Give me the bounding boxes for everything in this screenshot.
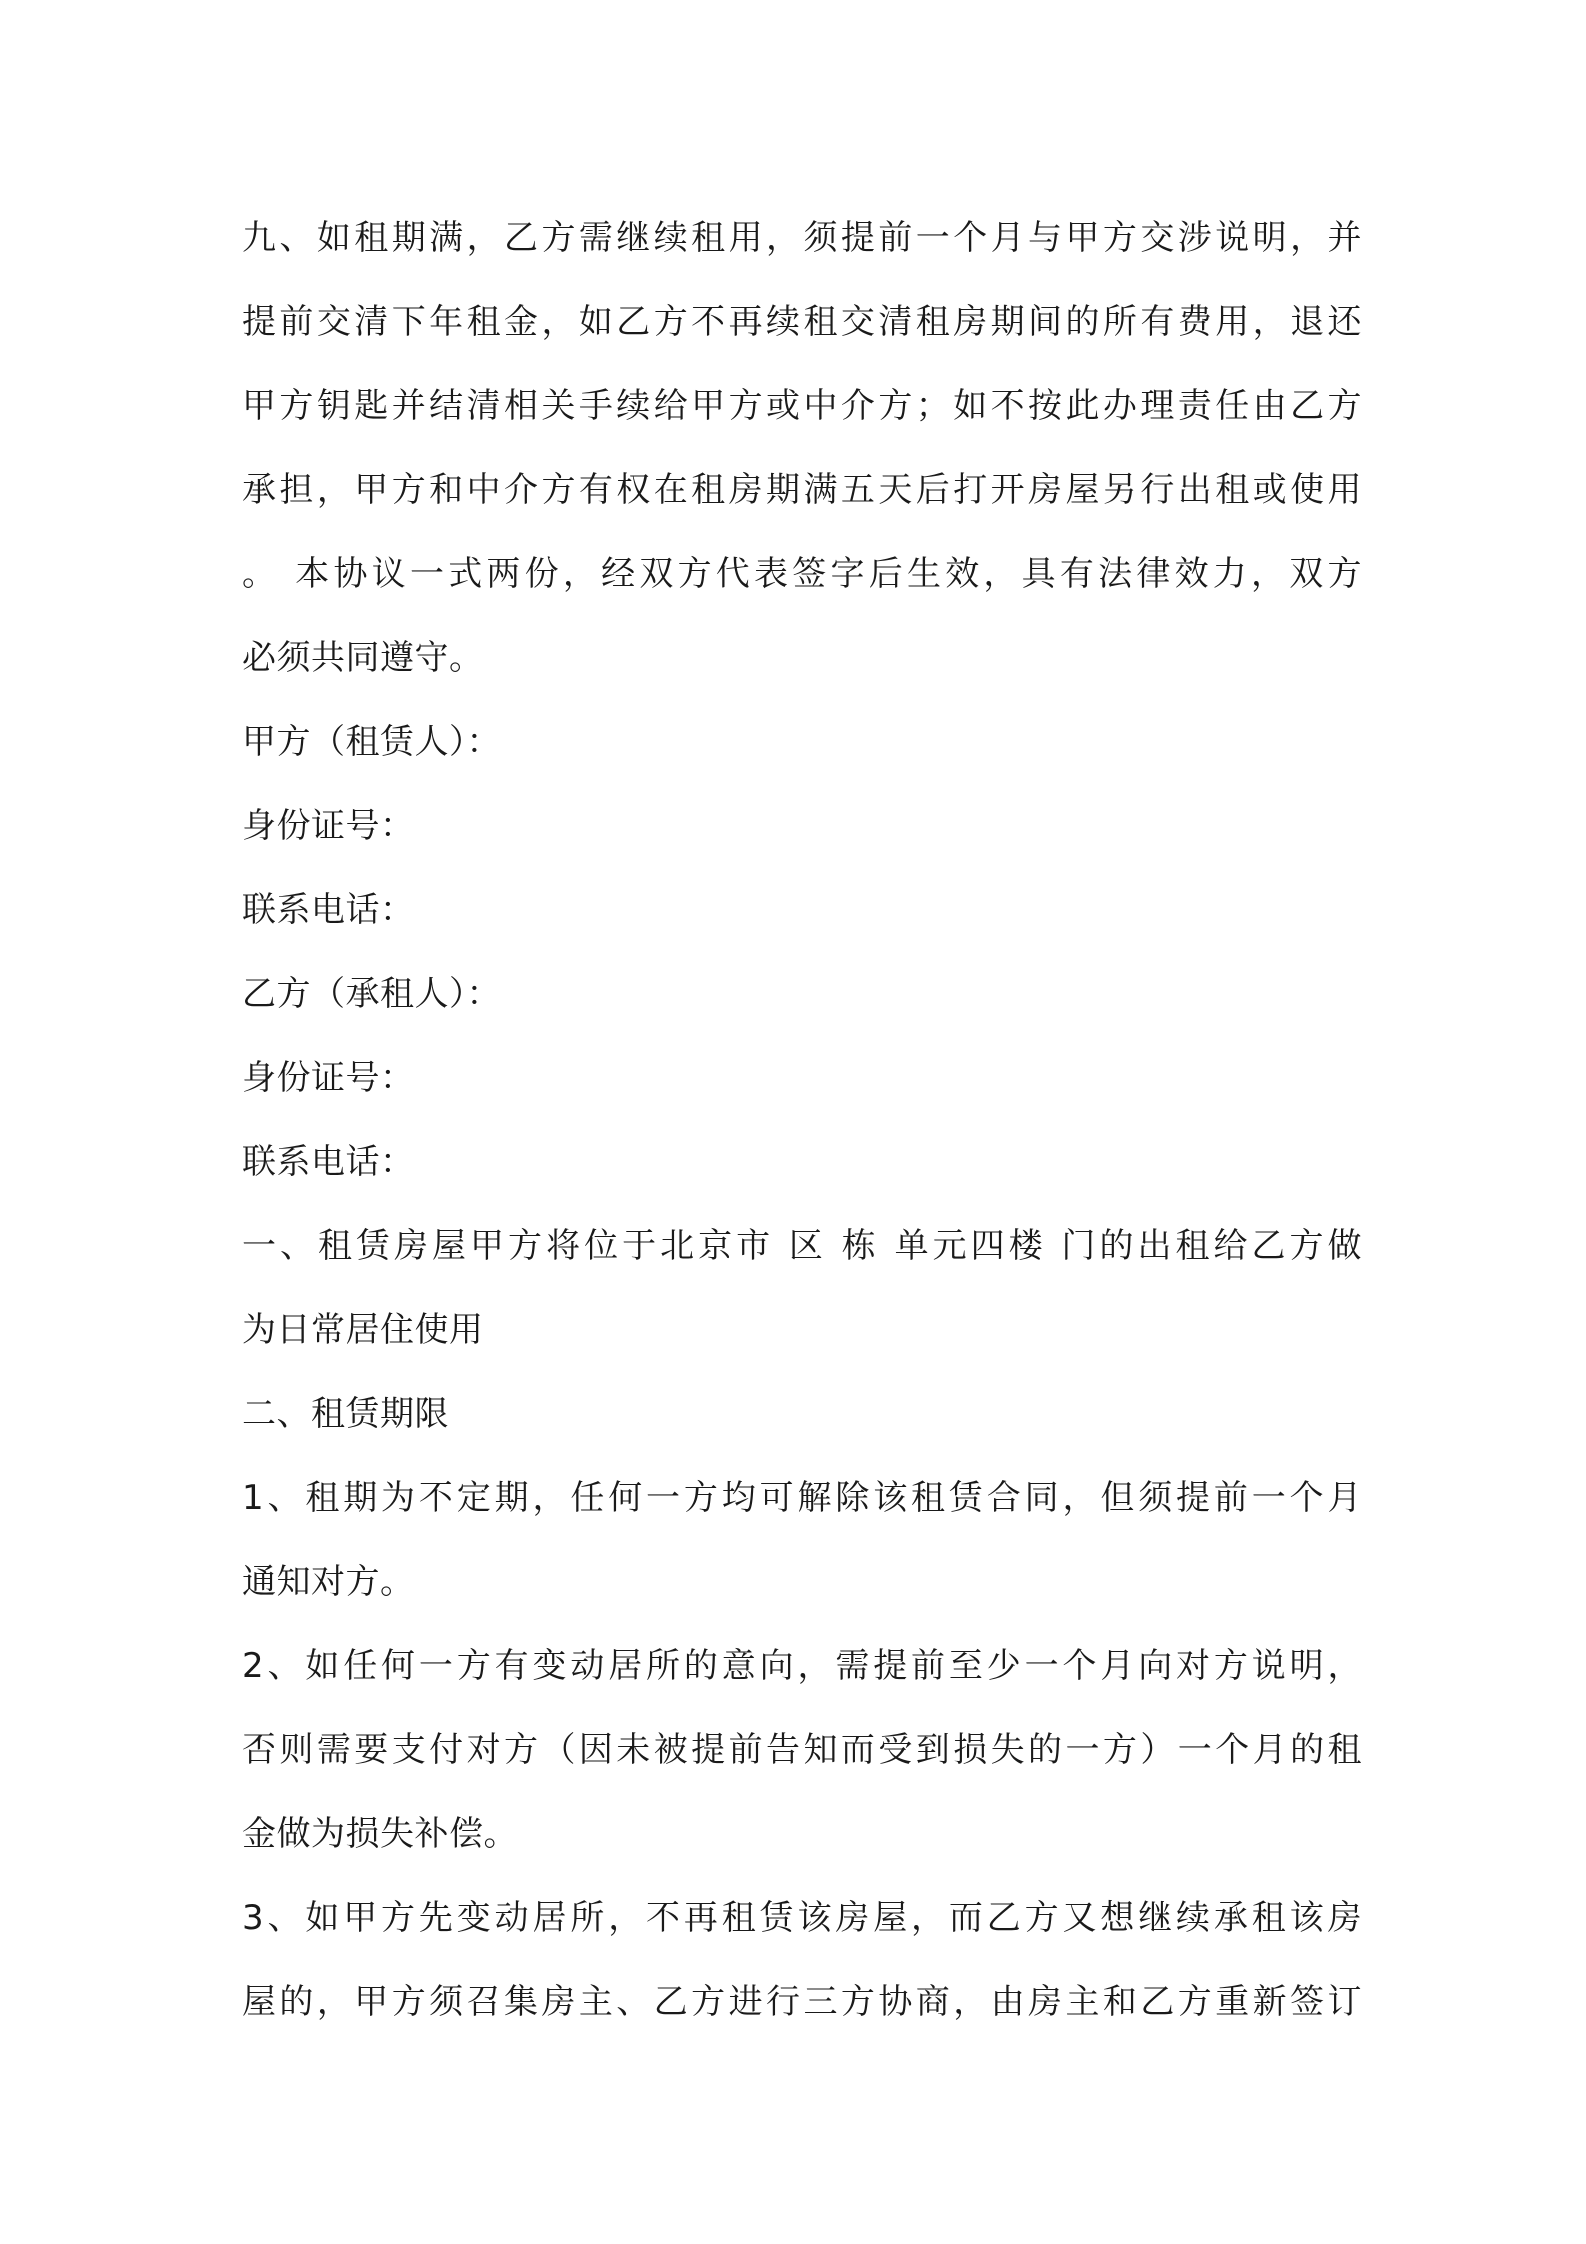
- agreement-copies-line-1: 。 本协议一式两份，经双方代表签字后生效，具有法律效力，双方: [242, 554, 1362, 594]
- party-b-label: 乙方（承租人）：: [242, 974, 501, 1014]
- term-item-2-line-2: 否则需要支付对方（因未被提前告知而受到损失的一方）一个月的租: [242, 1730, 1362, 1770]
- term-item-1-line-2: 通知对方。: [242, 1562, 415, 1602]
- section-2-heading: 二、租赁期限: [242, 1394, 449, 1434]
- clause-9-line-1: 九、如租期满，乙方需继续租用，须提前一个月与甲方交涉说明，并: [242, 218, 1362, 258]
- agreement-copies-line-2: 必须共同遵守。: [242, 638, 484, 678]
- party-a-id-label: 身份证号：: [242, 806, 415, 846]
- party-b-phone-label: 联系电话：: [242, 1142, 415, 1182]
- term-item-3-line-1: 3、如甲方先变动居所，不再租赁该房屋，而乙方又想继续承租该房: [242, 1898, 1362, 1938]
- term-item-1-line-1: 1、租期为不定期，任何一方均可解除该租赁合同，但须提前一个月: [242, 1478, 1362, 1518]
- party-a-label: 甲方（租赁人）：: [242, 722, 501, 762]
- party-b-id-label: 身份证号：: [242, 1058, 415, 1098]
- clause-9-line-4: 承担，甲方和中介方有权在租房期满五天后打开房屋另行出租或使用: [242, 470, 1362, 510]
- term-item-2-line-3: 金做为损失补偿。: [242, 1814, 518, 1854]
- section-1-line-2: 为日常居住使用: [242, 1310, 484, 1350]
- term-item-2-line-1: 2、如任何一方有变动居所的意向，需提前至少一个月向对方说明，: [242, 1646, 1362, 1686]
- term-item-3-line-2: 屋的，甲方须召集房主、乙方进行三方协商，由房主和乙方重新签订: [242, 1982, 1362, 2022]
- document-body: [242, 196, 1362, 2044]
- clause-9-line-2: 提前交清下年租金，如乙方不再续租交清租房期间的所有费用，退还: [242, 302, 1362, 342]
- party-a-phone-label: 联系电话：: [242, 890, 415, 930]
- section-1-line-1: 一、租赁房屋甲方将位于北京市 区 栋 单元四楼 门的出租给乙方做: [242, 1226, 1362, 1266]
- clause-9-line-3: 甲方钥匙并结清相关手续给甲方或中介方；如不按此办理责任由乙方: [242, 386, 1362, 426]
